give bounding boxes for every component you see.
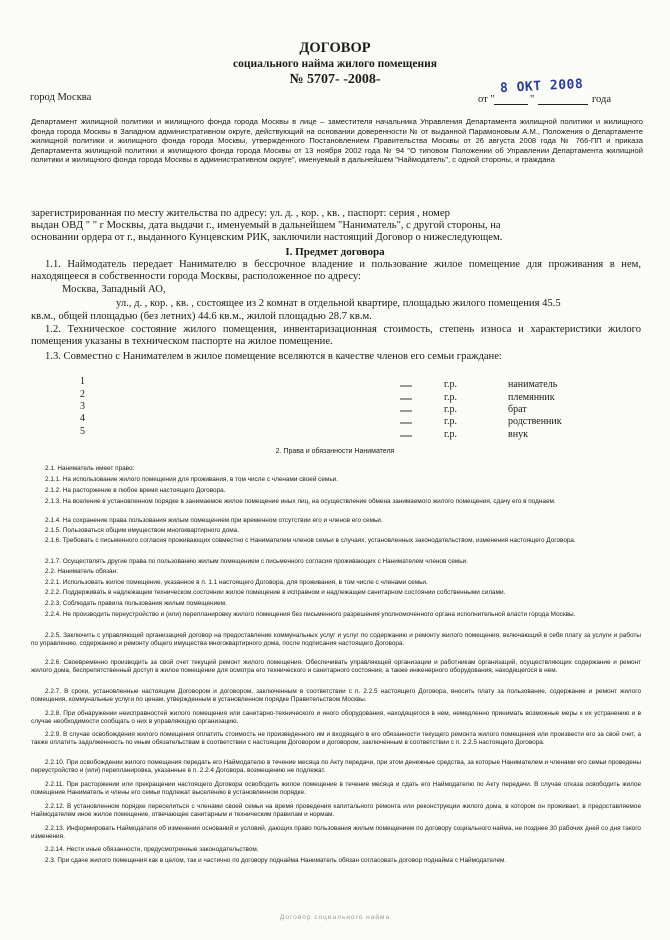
registration-line-3: основании ордера от г., выданного Кунцевским РИК, заключили настоящий Договор о нижеследующем. (31, 232, 503, 243)
clause-2-2-7: 2.2.7. В сроки, установленные настоящим Договором и договором, заключенным в соответствии с п. 2.2.5 настоящего Договора, вносить плату за пользование, содержание и ремонт жилого помещения, коммунальные услуги по ценам, утвержденным в установленном порядке Правительством Москвы. (31, 688, 641, 704)
clause-2-3: 2.3. При сдаче жилого помещения как в целом, так и частично по договору поднайма Наниматель обязан согласовать договор поднайма с Наймодателем. (45, 857, 507, 864)
redacted-mark (400, 430, 412, 441)
preamble: Департамент жилищной политики и жилищного фонда города Москвы в лице – заместителя начальника Управления Департамента жилищной политики и жилищного фонда города Москвы в Западном административном округе, действующий на основании доверенности № от выданной Парамоновым А.М., Положения о Департаменте жилищной политики и жилищного фонда города Москвы, утвержденного Постановлением Правительства Москвы от 26 августа 2008 года № 766-ПП и приказа Департамента жилищной политики и жилищного фонда города Москвы от 13 ноября 2002 года № 94 "О типовом Положении об Управлении Департамента жилищной политики и жилищного фонда города Москвы в административном округе", именуемый в дальнейшем "Наймодатель", с одной стороны, и граждана (31, 117, 643, 165)
date-prefix: от " (478, 94, 495, 105)
family-birth-year-label: г.р. (444, 416, 457, 427)
family-birth-year-label: г.р. (444, 379, 457, 390)
section-2-heading: 2. Права и обязанности Нанимателя (275, 448, 395, 455)
family-relation: родственник (508, 416, 562, 427)
section-1-heading: I. Предмет договора (285, 246, 385, 258)
contract-number: № 5707- -2008- (289, 72, 381, 87)
clause-1-1-address-2: ул., д. , кор. , кв. , состоящее из 2 комнат в отдельной квартире, площадью жилого помещения 45.5 (116, 298, 561, 309)
family-birth-year-label: г.р. (444, 404, 457, 415)
family-number-1: 1 (80, 376, 85, 387)
clause-2-2-8: 2.2.8. При обнаружении неисправностей жилого помещения или санитарно-технического и иного оборудования, находящегося в нем, немедленно принимать возможные меры к их устранению и в случае необходимости сообщать о них в управляющую организацию. (31, 710, 641, 726)
clause-2-2: 2.2. Наниматель обязан: (45, 568, 118, 575)
date-year-label: года (592, 94, 611, 105)
clause-2-1-4: 2.1.4. На сохранение права пользования жилым помещением при временном отсутствии его и членов его семьи. (45, 517, 383, 524)
redacted-mark (400, 393, 412, 404)
contract-title: ДОГОВОР (299, 40, 371, 56)
family-relation: наниматель (508, 379, 558, 390)
contract-subtitle: социального найма жилого помещения (233, 58, 437, 70)
family-number-5: 5 (80, 426, 85, 437)
family-relation: брат (508, 404, 527, 415)
date-underline-month (538, 104, 588, 105)
clause-2-2-14: 2.2.14. Нести иные обязанности, предусмотренные законодательством. (45, 846, 259, 853)
registration-line-2: выдан ОВД " " г Москвы, дата выдачи г., именуемый в дальнейшем "Наниматель", с другой стороны, на (31, 220, 501, 231)
date-stamp: 8 ОКТ 2008 (499, 76, 584, 97)
clause-2-2-10: 2.2.10. При освобождении жилого помещения передать его Наймодателю в течение месяца по Акту передачи, при этом денежные средства, за которые Нанимателем и членами его семьи проведены переустройство и (или) перепланировка, указанные в п. 2.2.4 Договора, возмещению не подлежат. (31, 759, 641, 775)
family-number-2: 2 (80, 389, 85, 400)
clause-2-2-13: 2.2.13. Информировать Наймодателя об изменении оснований и условий, дающих право пользования жилым помещением по договору социального найма, не позднее 30 рабочих дней со дня такого изменения. (31, 825, 641, 841)
clause-2-2-9: 2.2.9. В случае освобождения жилого помещения оплатить стоимость не произведенного им и входящего в его обязанности текущего ремонта жилого помещения или произвести его за свой счет, а также оплатить задолженность по иным обязательствам в соответствии с настоящим Договором и договором, заключенным в соответствии с п. 2.2.5 настоящего Договора. (31, 731, 641, 747)
family-relation: племянник (508, 392, 555, 403)
clause-2-2-1: 2.2.1. Использовать жилое помещение, указанное в п. 1.1 настоящего Договора, для проживания, в том числе с членами семьи. (45, 579, 428, 586)
clause-2-2-2: 2.2.2. Поддерживать в надлежащем техническом состоянии жилое помещение в исправном и надлежащем санитарном состоянии собственными силами. (45, 589, 506, 596)
clause-2-1-2: 2.1.2. На расторжение в любое время настоящего Договора. (45, 487, 226, 494)
redacted-mark (400, 380, 412, 391)
redacted-mark (400, 417, 412, 428)
clause-2-2-6: 2.2.6. Своевременно производить за свой счет текущий ремонт жилого помещения. Обеспечивать управляющей организации и работникам организаций, осуществляющих содержание и ремонт жилого дома, беспрепятственный доступ в жилое помещение для осмотра его технического и санитарного состояния, а также инженерного оборудования, находящегося в нем. (31, 659, 641, 675)
clause-2-1-7: 2.1.7. Осуществлять другие права по пользованию жилым помещением с письменного согласия проживающих с Нанимателем членов семьи. (45, 558, 468, 565)
clause-2-1: 2.1. Наниматель имеет право: (45, 465, 135, 472)
city: город Москва (30, 92, 92, 103)
family-relation: внук (508, 429, 528, 440)
clause-2-2-12: 2.2.12. В установленном порядке переселиться с членами своей семьи на время проведения капитального ремонта или реконструкции жилого дома, в котором он проживает, в предоставляемое Наймодателем иное жилое помещение, отвечающее санитарным и техническим правилам и нормам. (31, 803, 641, 819)
registration-line-1: зарегистрированная по месту жительства по адресу: ул. д. , кор. , кв. , паспорт: серия , номер (31, 208, 450, 219)
redacted-mark (400, 405, 412, 416)
family-birth-year-label: г.р. (444, 429, 457, 440)
clause-2-1-1: 2.1.1. На использование жилого помещения для проживания, в том числе с членами своей семьи. (45, 476, 339, 483)
date-suffix: " (530, 94, 535, 105)
clause-2-2-3: 2.2.3. Соблюдать правила пользования жилым помещением. (45, 600, 227, 607)
clause-2-1-3: 2.1.3. На вселение в установленном порядке в занимаемое жилое помещение иных лиц, на осуществление обмена занимаемого жилого помещения, сдачу его в поднаем. (45, 498, 556, 505)
clause-2-1-5: 2.1.5. Пользоваться общим имуществом многоквартирного дома. (45, 527, 239, 534)
date-underline-day (494, 104, 528, 105)
clause-2-1-6: 2.1.6. Требовать с письменного согласия проживающих совместно с Нанимателем членов семьи в случаях, установленных законодательством, изменения настоящего Договора. (45, 537, 576, 544)
clause-1-2: 1.2. Техническое состояние жилого помещения, инвентаризационная стоимость, степень износа и характеристики жилого помещения указаны в техническом паспорте на жилое помещение. (31, 324, 641, 348)
clause-2-2-11: 2.2.11. При расторжении или прекращении настоящего Договора освободить жилое помещение в течение месяца и сдать его Наймодателю по Акту передачи. В случае отказа освободить жилое помещение Наниматель и члены его семьи подлежат выселению в установленном порядке. (31, 781, 641, 797)
family-number-3: 3 (80, 401, 85, 412)
clause-2-2-5: 2.2.5. Заключить с управляющей организацией договор на предоставление коммунальных услуг и услуг по содержанию и ремонту жилого помещения, включающий в себя плату за услуги и работы по управлению, содержанию и ремонту общего имущества многоквартирного дома, после подписания настоящего Договора. (31, 632, 641, 648)
clause-1-1-address-3: кв.м., общей площадью (без летних) 44.6 кв.м., жилой площадью 28.7 кв.м. (31, 311, 372, 322)
page-footer: Договор социального найма (279, 914, 391, 921)
clause-2-2-4: 2.2.4. Не производить переустройство и (или) перепланировку жилого помещения без письменного разрешения уполномоченного органа исполнительной власти города Москвы. (45, 611, 576, 618)
clause-1-1: 1.1. Наймодатель передает Нанимателю в бессрочное владение и пользование жилое помещение для проживания в нем, находящееся в собственности города Москвы, расположенное по адресу: (31, 259, 641, 283)
family-birth-year-label: г.р. (444, 392, 457, 403)
clause-1-1-address-1: Москва, Западный АО, (62, 284, 166, 295)
clause-1-3: 1.3. Совместно с Нанимателем в жилое помещение вселяются в качестве членов его семьи граждане: (45, 351, 502, 362)
family-number-4: 4 (80, 413, 85, 424)
